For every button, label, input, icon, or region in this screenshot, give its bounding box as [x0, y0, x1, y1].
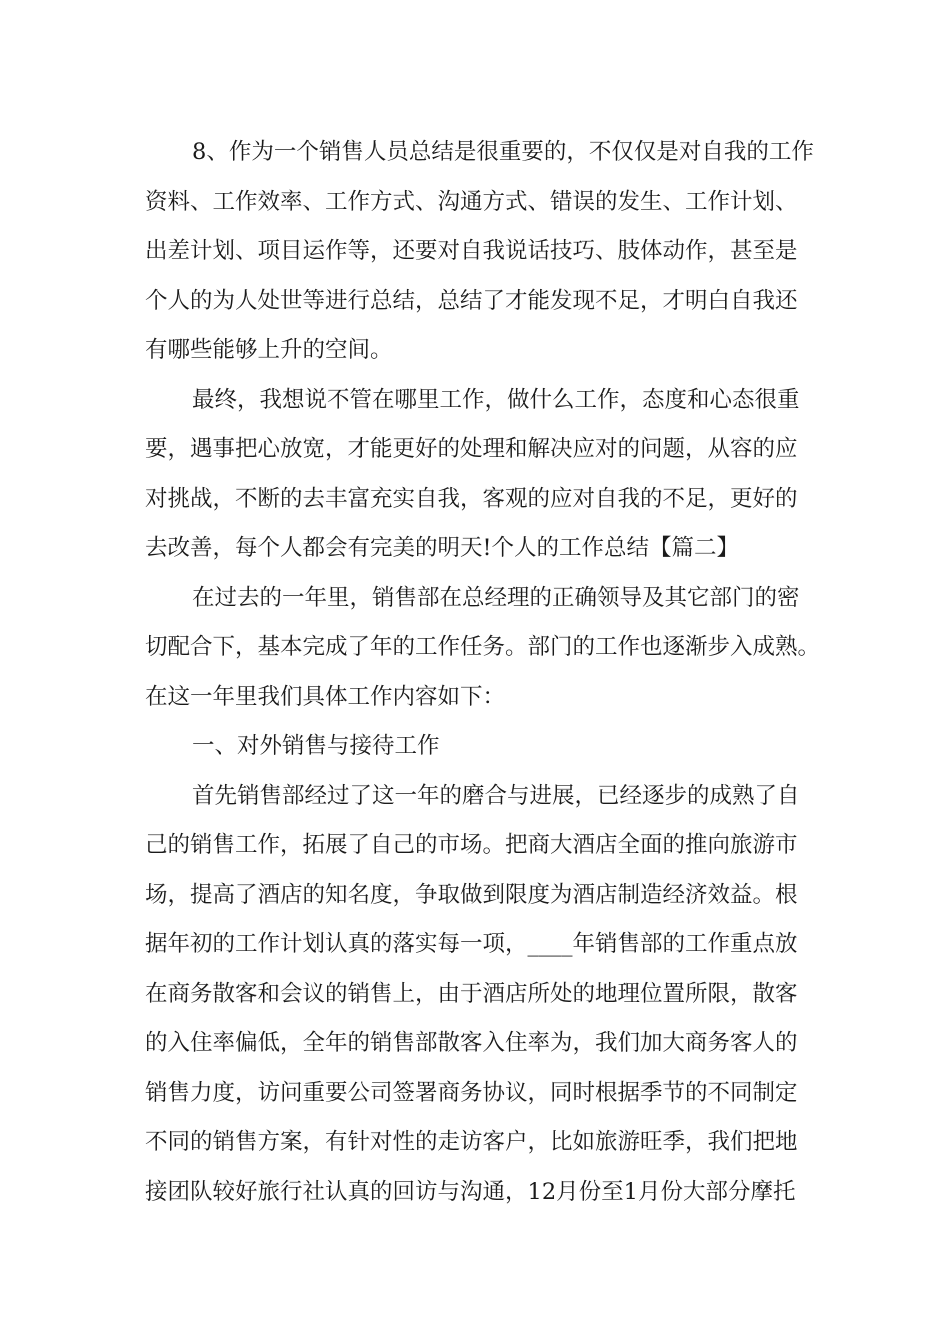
paragraph-line: 出差计划、项目运作等，还要对自我说话技巧、肢体动作，甚至是 — [145, 238, 798, 264]
paragraph-line: 的入住率偏低，全年的销售部散客入住率为，我们加大商务客人的 — [145, 1030, 798, 1056]
paragraph-line: 最终，我想说不管在哪里工作，做什么工作，态度和心态很重 — [192, 386, 800, 413]
paragraph-line: 在过去的一年里，销售部在总经理的正确领导及其它部门的密 — [192, 584, 800, 611]
paragraph-line: 不同的销售方案，有针对性的走访客户，比如旅游旺季，我们把地 — [145, 1129, 798, 1155]
paragraph-line: 据年初的工作计划认真的落实每一项，____年销售部的工作重点放 — [145, 931, 798, 957]
paragraph-line: 对挑战，不断的去丰富充实自我，客观的应对自我的不足，更好的 — [145, 485, 798, 512]
paragraph-line: 在商务散客和会议的销售上，由于酒店所处的地理位置所限，散客 — [145, 980, 798, 1007]
paragraph-line: 8、作为一个销售人员总结是很重要的，不仅仅是对自我的工作 — [192, 139, 814, 165]
document-body — [145, 128, 821, 1217]
paragraph-line: 场，提高了酒店的知名度，争取做到限度为酒店制造经济效益。根 — [145, 881, 798, 908]
paragraph-line: 切配合下，基本完成了年的工作任务。部门的工作也逐渐步入成熟。 — [145, 634, 821, 660]
paragraph-line: 接团队较好旅行社认真的回访与沟通，12月份至1月份大部分摩托 — [145, 1178, 796, 1205]
section-heading: 一、对外销售与接待工作 — [192, 733, 440, 759]
paragraph-line: 首先销售部经过了这一年的磨合与进展，已经逐步的成熟了自 — [192, 782, 800, 809]
paragraph-line: 己的销售工作，拓展了自己的市场。把商大酒店全面的推向旅游市 — [145, 832, 798, 858]
paragraph-line: 有哪些能够上升的空间。 — [145, 337, 393, 363]
paragraph-line: 个人的为人处世等进行总结，总结了才能发现不足，才明白自我还 — [145, 287, 798, 314]
paragraph-line: 去改善，每个人都会有完美的明天!个人的工作总结【篇二】 — [145, 535, 740, 561]
paragraph-line: 在这一年里我们具体工作内容如下： — [145, 683, 506, 710]
paragraph-line: 销售力度，访问重要公司签署商务协议，同时根据季节的不同制定 — [145, 1079, 798, 1106]
paragraph-line: 资料、工作效率、工作方式、沟通方式、错误的发生、工作计划、 — [145, 188, 798, 215]
paragraph-line: 要，遇事把心放宽，才能更好的处理和解决应对的问题，从容的应 — [145, 436, 798, 462]
